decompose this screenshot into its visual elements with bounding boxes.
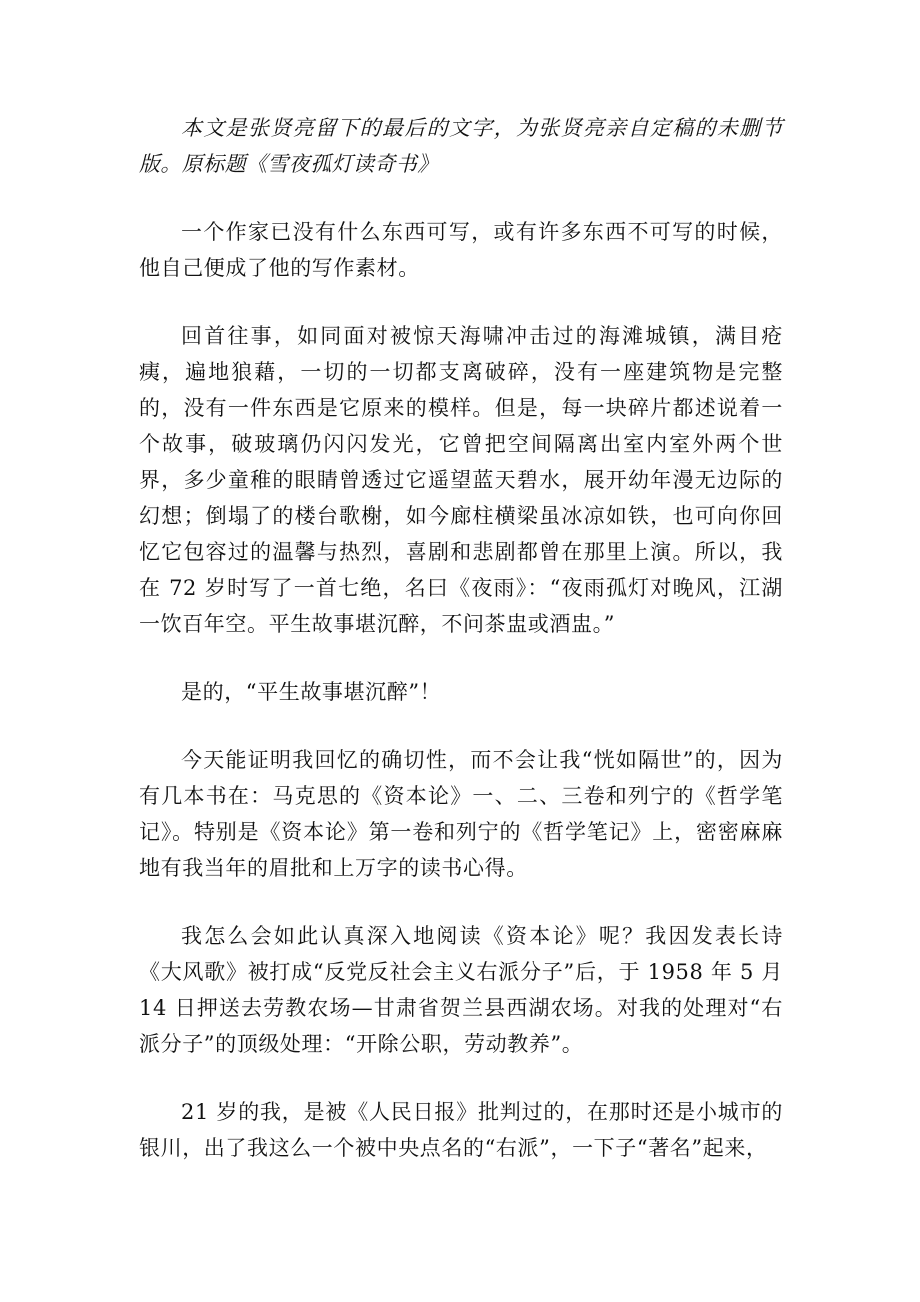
intro-note: 本文是张贤亮留下的最后的文字，为张贤亮亲自定稿的未删节版。原标题《雪夜孤灯读奇书》 xyxy=(139,116,783,176)
paragraph: 今天能证明我回忆的确切性，而不会让我“恍如隔世”的，因为有几本书在：马克思的《资本论》一、二、三卷和列宁的《哲学笔记》。特别是《资本论》第一卷和列宁的《哲学笔记》上，密密麻麻地有我当年的眉批和上万字的读书心得。 xyxy=(139,748,783,880)
paragraph: 一个作家已没有什么东西可写，或有许多东西不可写的时候，他自己便成了他的写作素材。 xyxy=(139,220,783,280)
paragraph: 回首往事，如同面对被惊天海啸冲击过的海滩城镇，满目疮痍，遍地狼藉，一切的一切都支离破碎，没有一座建筑物是完整的，没有一件东西是它原来的模样。但是，每一块碎片都述说着一个故事，破玻璃仍闪闪发光，它曾把空间隔离出室内室外两个世界，多少童稚的眼睛曾透过它遥望蓝天碧水，展开幼年漫无边际的幻想；倒塌了的楼台歌榭，如今廊柱横梁虽冰凉如铁，也可向你回忆它包容过的温馨与热烈，喜剧和悲剧都曾在那里上演。所以，我在 72 岁时写了一首七绝，名曰《夜雨》：“夜雨孤灯对晚风，江湖一饮百年空。平生故事堪沉醉，不问茶盅或酒盅。” xyxy=(139,324,783,636)
paragraph: 我怎么会如此认真深入地阅读《资本论》呢？我因发表长诗《大风歌》被打成“反党反社会主义右派分子”后，于 1958 年 5 月 14 日押送去劳教农场—甘肃省贺兰县西湖农场。对我的处理对“右派分子”的顶级处理：“开除公职，劳动教养”。 xyxy=(139,924,783,1056)
paragraph: 是的，“平生故事堪沉醉”！ xyxy=(181,680,442,704)
paragraph: 21 岁的我，是被《人民日报》批判过的，在那时还是小城市的银川，出了我这么一个被中央点名的“右派”，一下子“著名”起来， xyxy=(139,1100,783,1160)
document-page xyxy=(139,110,783,1166)
